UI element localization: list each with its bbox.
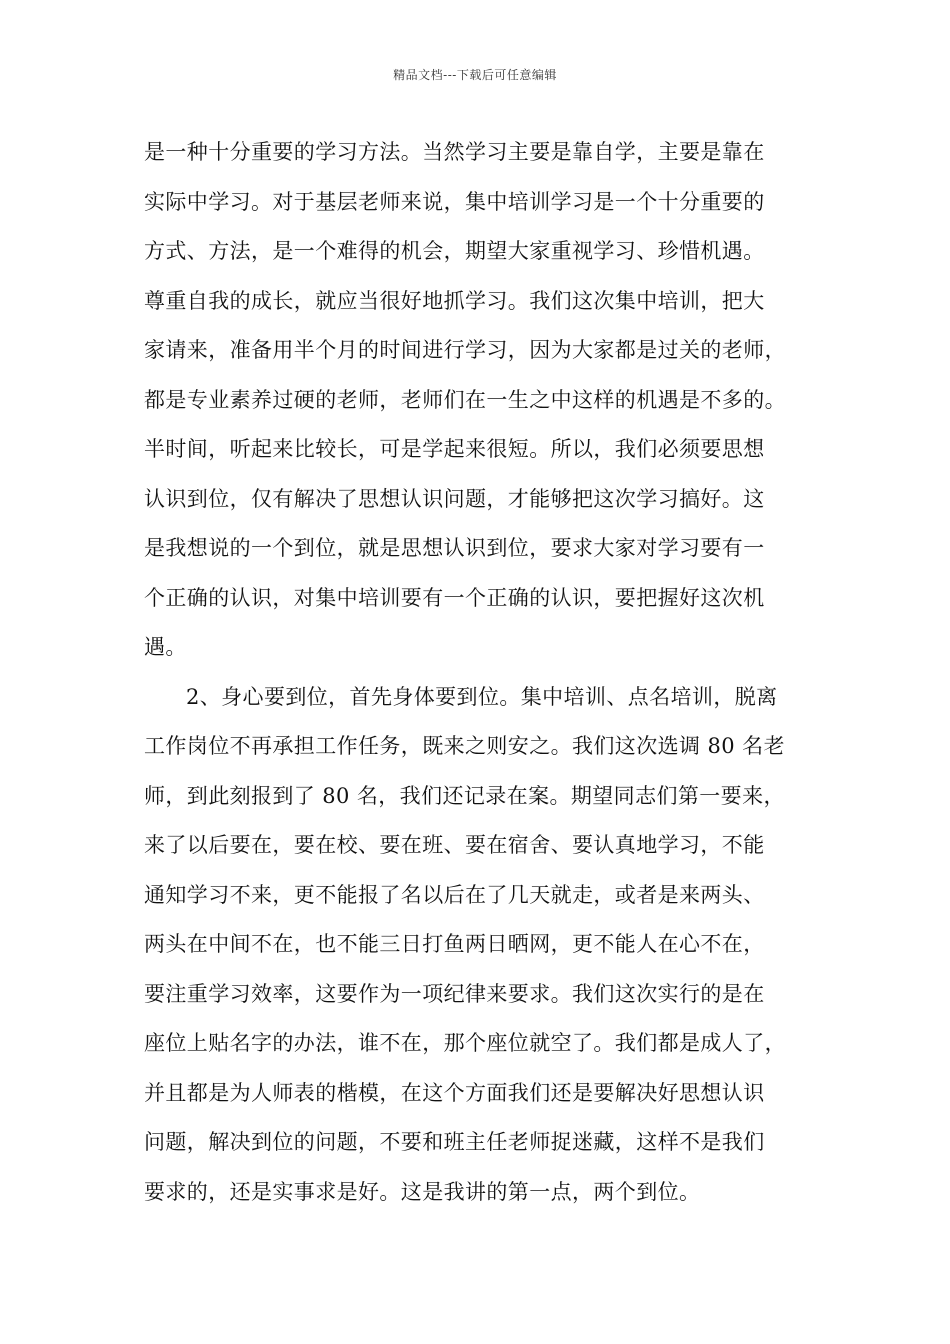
text-line: 个正确的认识，对集中培训要有一个正确的认识，要把握好这次机 xyxy=(144,585,765,610)
text-line: 实际中学习。对于基层老师来说，集中培训学习是一个十分重要的 xyxy=(144,189,765,214)
text-line: 要求的，还是实事求是好。这是我讲的第一点，两个到位。 xyxy=(144,1179,701,1204)
text-line: 方式、方法，是一个难得的机会，期望大家重视学习、珍惜机遇。 xyxy=(144,239,765,263)
page-header: 精品文档---下载后可任意编辑 xyxy=(393,68,557,82)
body-text xyxy=(144,128,824,1217)
text-line: 师，到此刻报到了 80 名，我们还记录在案。期望同志们第一要来， xyxy=(144,783,785,808)
text-line: 要注重学习效率，这要作为一项纪律来要求。我们这次实行的是在 xyxy=(144,981,765,1006)
text-line: 认识到位，仅有解决了思想认识问题，才能够把这次学习搞好。这 xyxy=(144,486,765,511)
text-line: 问题，解决到位的问题，不要和班主任老师捉迷藏，这样不是我们 xyxy=(144,1130,765,1154)
text-line: 遇。 xyxy=(144,635,187,659)
text-line: 并且都是为人师表的楷模，在这个方面我们还是要解决好思想认识 xyxy=(144,1080,765,1105)
text-line: 是一种十分重要的学习方法。当然学习主要是靠自学，主要是靠在 xyxy=(144,140,765,164)
text-line: 是我想说的一个到位，就是思想认识到位，要求大家对学习要有一 xyxy=(144,536,765,560)
paragraph-1 xyxy=(144,128,824,673)
text-line: 两头在中间不在，也不能三日打鱼两日晒网，更不能人在心不在， xyxy=(144,932,765,956)
text-line: 来了以后要在，要在校、要在班、要在宿舍、要认真地学习，不能 xyxy=(144,833,765,857)
text-line: 工作岗位不再承担工作任务，既来之则安之。我们这次选调 80 名老 xyxy=(144,734,785,758)
paragraph-2 xyxy=(144,673,824,1218)
text-line: 座位上贴名字的办法，谁不在，那个座位就空了。我们都是成人了， xyxy=(144,1031,786,1055)
text-line: 2、身心要到位，首先身体要到位。集中培训、点名培训，脱离 xyxy=(186,684,778,709)
text-line: 半时间，听起来比较长，可是学起来很短。所以，我们必须要思想 xyxy=(144,437,765,461)
text-line: 家请来，准备用半个月的时间进行学习，因为大家都是过关的老师， xyxy=(144,338,786,362)
text-line: 尊重自我的成长，就应当很好地抓学习。我们这次集中培训，把大 xyxy=(144,288,765,313)
text-line: 都是专业素养过硬的老师，老师们在一生之中这样的机遇是不多的。 xyxy=(144,387,786,412)
text-line: 通知学习不来，更不能报了名以后在了几天就走，或者是来两头、 xyxy=(144,882,765,907)
